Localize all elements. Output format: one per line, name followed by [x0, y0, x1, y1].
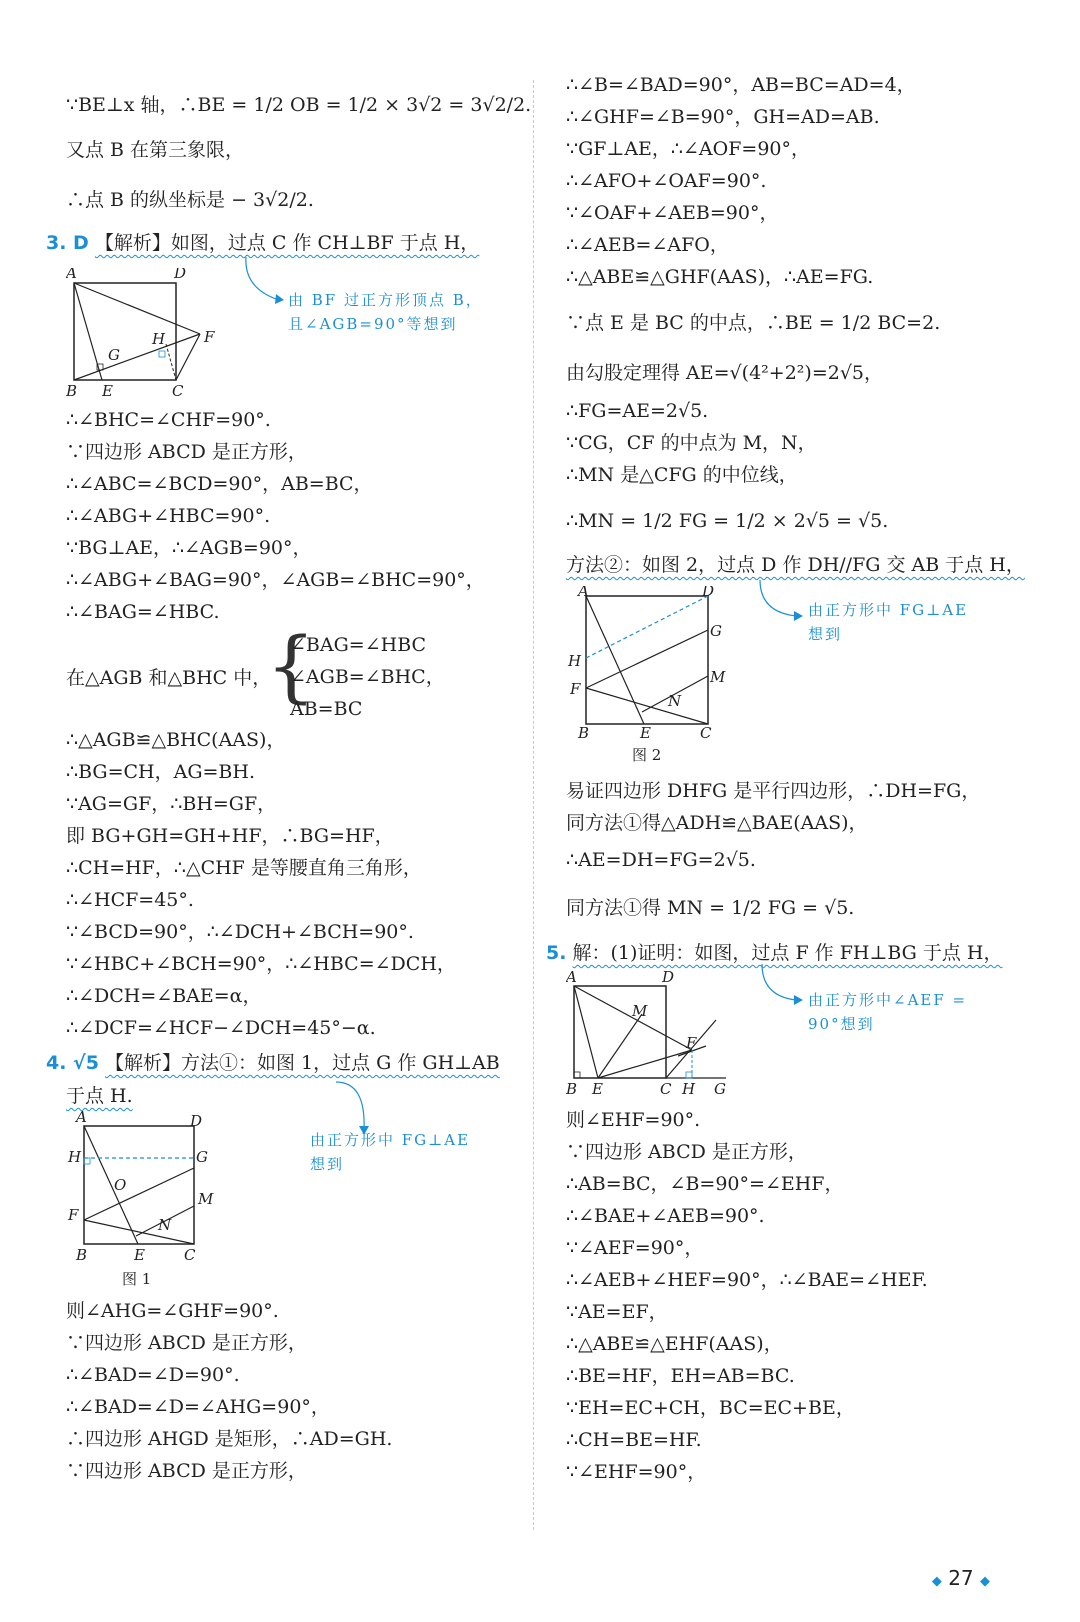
annotation-note: 由正方形中 FG⊥AE 想到: [310, 1131, 471, 1173]
svg-text:G: G: [714, 1080, 726, 1098]
svg-text:D: D: [662, 968, 675, 986]
diamond-icon: ◆: [931, 1574, 942, 1589]
question-3-line: [46, 230, 479, 256]
text-line: 在△AGB 和△BHC 中，: [66, 667, 272, 689]
svg-text:F: F: [570, 680, 581, 698]
text-line: ∴∠GHF=∠B=90°，GH=AD=AB.: [566, 106, 880, 128]
svg-text:H: H: [568, 652, 582, 670]
figure-2: [566, 586, 736, 786]
annotation-note: 由正方形中 FG⊥AE 想到: [808, 601, 969, 643]
page-number: ◆ 27 ◆: [931, 1566, 990, 1590]
text-line: ∴MN = 1/2 FG = 1/2 × 2√5 = √5.: [566, 510, 889, 532]
svg-text:M: M: [632, 1002, 648, 1020]
note-arrow: [752, 578, 812, 628]
text-line: ∴△AGB≌△BHC(AAS)，: [66, 729, 286, 751]
figure-1-caption: 图 1: [122, 1270, 152, 1288]
text-line: ∴∠ABC=∠BCD=90°，AB=BC，: [66, 473, 373, 495]
svg-text:M: M: [710, 668, 726, 686]
text-line: ∵四边形 ABCD 是正方形，: [66, 1460, 307, 1482]
svg-text:C: C: [660, 1080, 672, 1098]
left-brace: {: [266, 622, 316, 712]
svg-text:F: F: [204, 328, 215, 346]
text-line: ∴∠AEB+∠HEF=90°，∴∠BAE=∠HEF.: [566, 1269, 928, 1291]
svg-text:A: A: [66, 268, 77, 282]
brace-system: [266, 622, 506, 728]
svg-text:C: C: [700, 724, 712, 742]
svg-text:A: A: [566, 968, 577, 986]
text-line: ∵CG，CF 的中点为 M，N，: [566, 432, 817, 454]
svg-text:E: E: [640, 724, 651, 742]
text-line: ∴△ABE≌△EHF(AAS)，: [566, 1333, 783, 1355]
text-line: ∴∠AEB=∠AFO，: [566, 234, 729, 256]
text-line: 由勾股定理得 AE=√(4²+2²)=2√5，: [566, 362, 884, 384]
text-line: ∴FG=AE=2√5.: [566, 400, 709, 422]
text-line: ∴AE=DH=FG=2√5.: [566, 849, 756, 871]
text-line: 易证四边形 DHFG 是平行四边形，∴DH=FG，: [566, 780, 981, 802]
svg-text:E: E: [592, 1080, 603, 1098]
svg-text:D: D: [702, 586, 715, 600]
brace-line: ∠AGB=∠BHC，: [290, 666, 445, 688]
text-line: 【解析】方法①：如图 1，过点 G 作 GH⊥AB: [105, 1052, 500, 1074]
svg-text:A: A: [578, 586, 589, 600]
text-line: ∴∠ABG+∠BAG=90°，∠AGB=∠BHC=90°，: [66, 569, 485, 591]
svg-text:H: H: [682, 1080, 696, 1098]
text-line: ∵∠HBC+∠BCH=90°，∴∠HBC=∠DCH，: [66, 953, 456, 975]
question-5-number: 5.: [546, 942, 567, 964]
question-4-line: [46, 1050, 500, 1076]
svg-text:H: H: [152, 330, 166, 348]
svg-text:E: E: [102, 382, 113, 398]
note-arrow: [754, 962, 814, 1012]
text-line: ∵BE⊥x 轴，∴BE = 1/2 OB = 1/2 × 3√2 = 3√2/2.: [66, 94, 532, 116]
text-line: ∵点 E 是 BC 的中点，∴BE = 1/2 BC=2.: [566, 312, 941, 334]
text-line: ∴∠ABG+∠HBC=90°.: [66, 505, 271, 527]
text-line: ∵四边形 ABCD 是正方形，: [66, 441, 307, 463]
svg-text:N: N: [668, 692, 682, 710]
svg-text:G: G: [710, 622, 722, 640]
question-3-number: 3. D: [46, 232, 89, 254]
text-line: ∴点 B 的纵坐标是 − 3√2/2.: [66, 189, 314, 211]
text-line: ∴∠BAE+∠AEB=90°.: [566, 1205, 765, 1227]
text-line: ∴四边形 AHGD 是矩形，∴AD=GH.: [66, 1428, 393, 1450]
text-line: ∵∠EHF=90°，: [566, 1461, 707, 1483]
text-line: ∴∠BAD=∠D=90°.: [66, 1364, 240, 1386]
svg-text:H: H: [68, 1148, 82, 1166]
text-line: ∵GF⊥AE，∴∠AOF=90°，: [566, 138, 810, 160]
text-line: 则∠EHF=90°.: [566, 1109, 701, 1131]
text-line: ∴∠B=∠BAD=90°，AB=BC=AD=4，: [566, 74, 916, 96]
svg-text:O: O: [114, 1176, 127, 1194]
svg-text:B: B: [578, 724, 590, 742]
svg-text:D: D: [174, 268, 187, 282]
diamond-icon: ◆: [980, 1574, 990, 1589]
svg-text:M: M: [198, 1190, 214, 1208]
annotation-note: 由 BF 过正方形顶点 B， 且∠AGB=90°等想到: [288, 291, 483, 333]
text-line: ∵∠AEF=90°，: [566, 1237, 704, 1259]
text-line: ∴∠BAG=∠HBC.: [66, 601, 220, 623]
text-line: ∴△ABE≌△GHF(AAS)，∴AE=FG.: [566, 266, 874, 288]
text-line: 又点 B 在第三象限，: [66, 139, 245, 161]
svg-text:D: D: [190, 1112, 203, 1130]
text-line: ∴∠AFO+∠OAF=90°.: [566, 170, 767, 192]
text-line: ∵AE=EF，: [566, 1301, 668, 1323]
text-line: 则∠AHG=∠GHF=90°.: [66, 1300, 279, 1322]
text-line: 同方法①得 MN = 1/2 FG = √5.: [566, 897, 855, 919]
figure-q3: [66, 268, 226, 398]
text-line: ∴BE=HF，EH=AB=BC.: [566, 1365, 795, 1387]
svg-text:B: B: [76, 1246, 88, 1264]
text-line: ∴CH=BE=HF.: [566, 1429, 702, 1451]
svg-text:F: F: [68, 1206, 79, 1224]
text-line: ∴MN 是△CFG 的中位线，: [566, 464, 798, 486]
text-line: ∴∠BAD=∠D=∠AHG=90°，: [66, 1396, 330, 1418]
question-4-number: 4. √5: [46, 1052, 99, 1074]
text-line: 解：(1)证明：如图，过点 F 作 FH⊥BG 于点 H，: [572, 942, 1003, 964]
svg-text:E: E: [134, 1246, 145, 1264]
text-line: 于点 H.: [66, 1085, 133, 1107]
svg-text:C: C: [184, 1246, 196, 1264]
text-line: ∴∠HCF=45°.: [66, 889, 194, 911]
figure-q5: [566, 968, 746, 1098]
column-divider: [533, 80, 534, 1530]
text-line: ∴BG=CH，AG=BH.: [66, 761, 255, 783]
text-line: ∵四边形 ABCD 是正方形，: [566, 1141, 807, 1163]
text-line: 【解析】如图，过点 C 作 CH⊥BF 于点 H，: [94, 232, 480, 254]
text-line: ∵四边形 ABCD 是正方形，: [66, 1332, 307, 1354]
svg-text:B: B: [566, 1080, 578, 1098]
text-line: ∵EH=EC+CH，BC=EC+BE，: [566, 1397, 855, 1419]
svg-text:F: F: [686, 1034, 697, 1052]
svg-text:G: G: [196, 1148, 208, 1166]
text-line: 同方法①得△ADH≌△BAE(AAS)，: [566, 812, 868, 834]
svg-text:N: N: [158, 1216, 172, 1234]
svg-text:G: G: [108, 346, 120, 364]
text-line: ∴∠DCF=∠HCF−∠DCH=45°−α.: [66, 1017, 376, 1039]
text-line: ∵BG⊥AE，∴∠AGB=90°，: [66, 537, 312, 559]
annotation-note: 由正方形中∠AEF = 90°想到: [808, 991, 968, 1033]
figure-1: [66, 1110, 226, 1290]
svg-text:B: B: [66, 382, 78, 398]
text-line: 方法②：如图 2，过点 D 作 DH//FG 交 AB 于点 H，: [566, 554, 1025, 576]
text-line: ∴AB=BC，∠B=90°=∠EHF，: [566, 1173, 844, 1195]
text-line: ∴∠DCH=∠BAE=α，: [66, 985, 262, 1007]
text-line: ∵AG=GF，∴BH=GF，: [66, 793, 277, 815]
text-line: 即 BG+GH=GH+HF，∴BG=HF，: [66, 825, 394, 847]
text-line: ∴CH=HF，∴△CHF 是等腰直角三角形，: [66, 857, 422, 879]
brace-line: ∠BAG=∠HBC: [290, 634, 427, 656]
brace-line: AB=BC: [290, 698, 363, 720]
text-line: ∵∠OAF+∠AEB=90°，: [566, 202, 779, 224]
text-line: ∴∠BHC=∠CHF=90°.: [66, 409, 271, 431]
note-arrow: [236, 255, 296, 305]
svg-text:A: A: [76, 1110, 87, 1126]
svg-text:C: C: [172, 382, 184, 398]
figure-2-caption: 图 2: [632, 746, 662, 764]
text-line: ∵∠BCD=90°，∴∠DCH+∠BCH=90°.: [66, 921, 414, 943]
